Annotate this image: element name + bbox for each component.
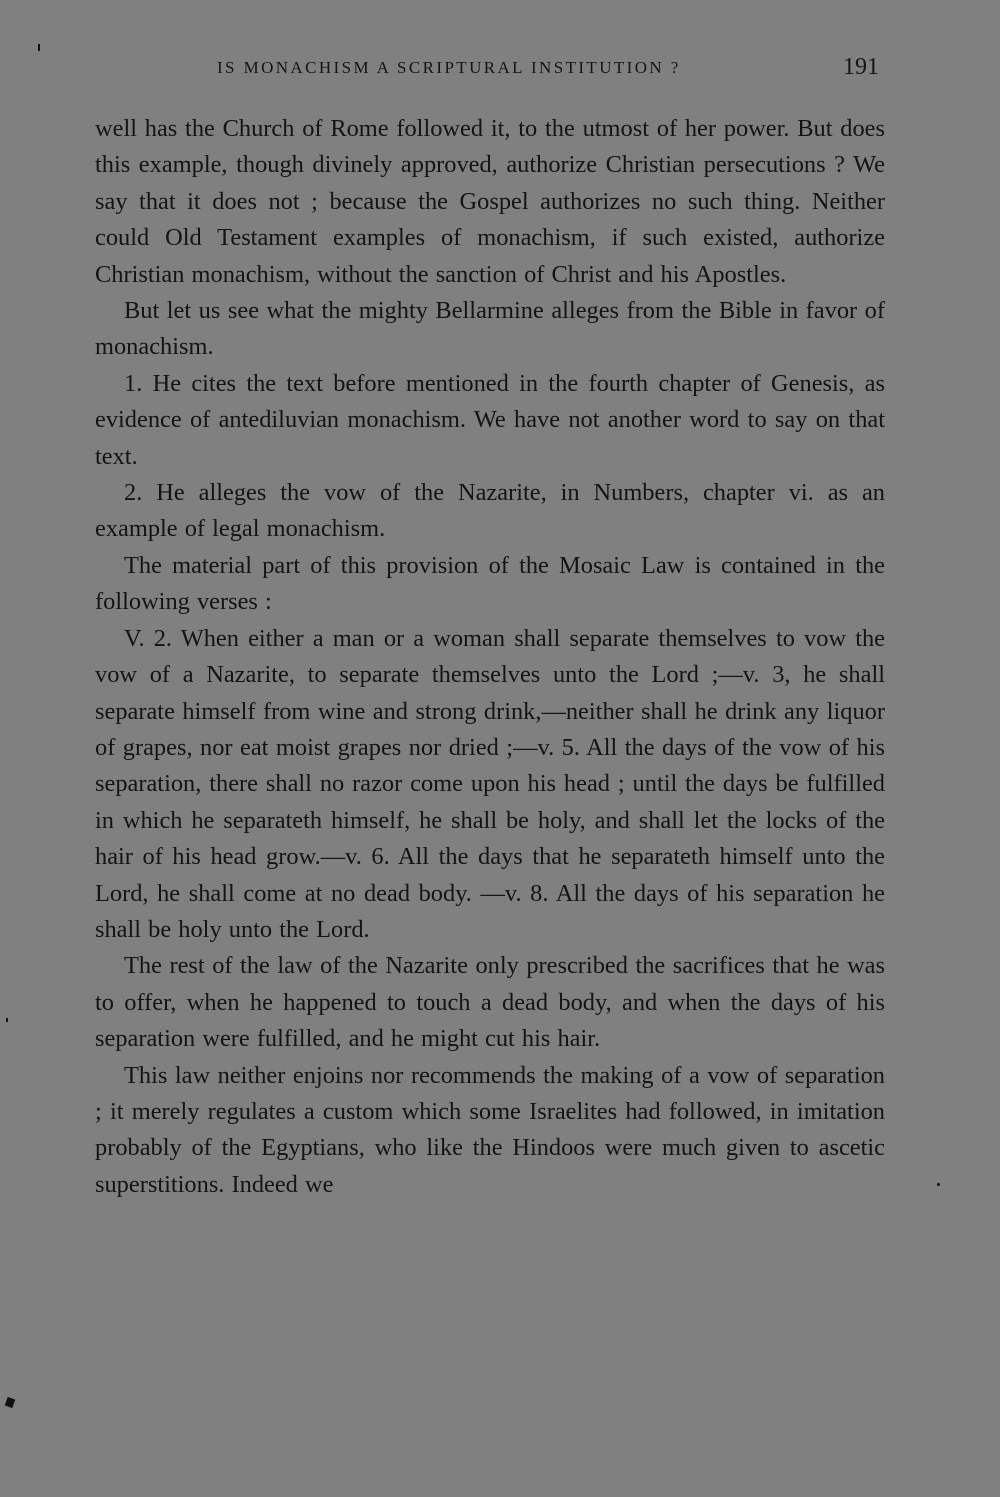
page-number: 191 xyxy=(843,54,879,80)
paragraph-2: But let us see what the mighty Bellarmine alleges from the Bible in favor of monachism. xyxy=(95,297,885,361)
paragraph-4: 2. He alleges the vow of the Nazarite, in Numbers, chapter vi. as an example of legal monachism. xyxy=(95,479,885,543)
running-head xyxy=(95,54,885,88)
paragraph-1: well has the Church of Rome followed it, to the utmost of her power. But does this example, though divinely approved, authorize Christian persecutions ? We say that it does not ; because the Gospel authorizes no such thing. Neither could Old Testament examples of monachism, if such existed, authorize Christian monachism, without the sanction of Christ and his Apostles. xyxy=(95,115,885,288)
body-text xyxy=(95,111,885,1203)
paragraph-3: 1. He cites the text before mentioned in the fourth chapter of Genesis, as evidence of antediluvian monachism. We have not another word to say on that text. xyxy=(95,369,885,470)
scan-speck xyxy=(6,1018,8,1022)
paragraph-6: V. 2. When either a man or a woman shall separate themselves to vow the vow of a Nazarite, to separate themselves unto the Lord ;—v. 3, he shall separate himself from wine and strong drink,—neither shall he drink any liquor of grapes, nor eat moist grapes nor dried ;—v. 5. All the days of the vow of his separation, there shall no razor come upon his head ; until the days be fulfilled in which he separateth himself, he shall be holy, and shall let the locks of the hair of his head grow.—v. 6. All the days that he separateth himself unto the Lord, he shall come at no dead body. —v. 8. All the days of his separation he shall be holy unto the Lord. xyxy=(95,624,885,943)
scan-speck xyxy=(38,44,40,51)
paragraph-7: The rest of the law of the Nazarite only prescribed the sacrifices that he was to offer, when he happened to touch a dead body, and when the days of his separation were fulfilled, and he might cut his hair. xyxy=(95,952,885,1053)
running-title: IS MONACHISM A SCRIPTURAL INSTITUTION ? xyxy=(217,58,681,77)
paragraph-8: This law neither enjoins nor recommends the making of a vow of separation ; it merely regulates a custom which some Israelites had followed, in imitation probably of the Egyptians, who like the Hindoos were much given to ascetic superstitions. Indeed we xyxy=(95,1061,885,1198)
paragraph-5: The material part of this provision of the Mosaic Law is contained in the following verses : xyxy=(95,551,885,616)
scan-speck xyxy=(937,1183,940,1186)
scan-speck xyxy=(5,1397,16,1408)
